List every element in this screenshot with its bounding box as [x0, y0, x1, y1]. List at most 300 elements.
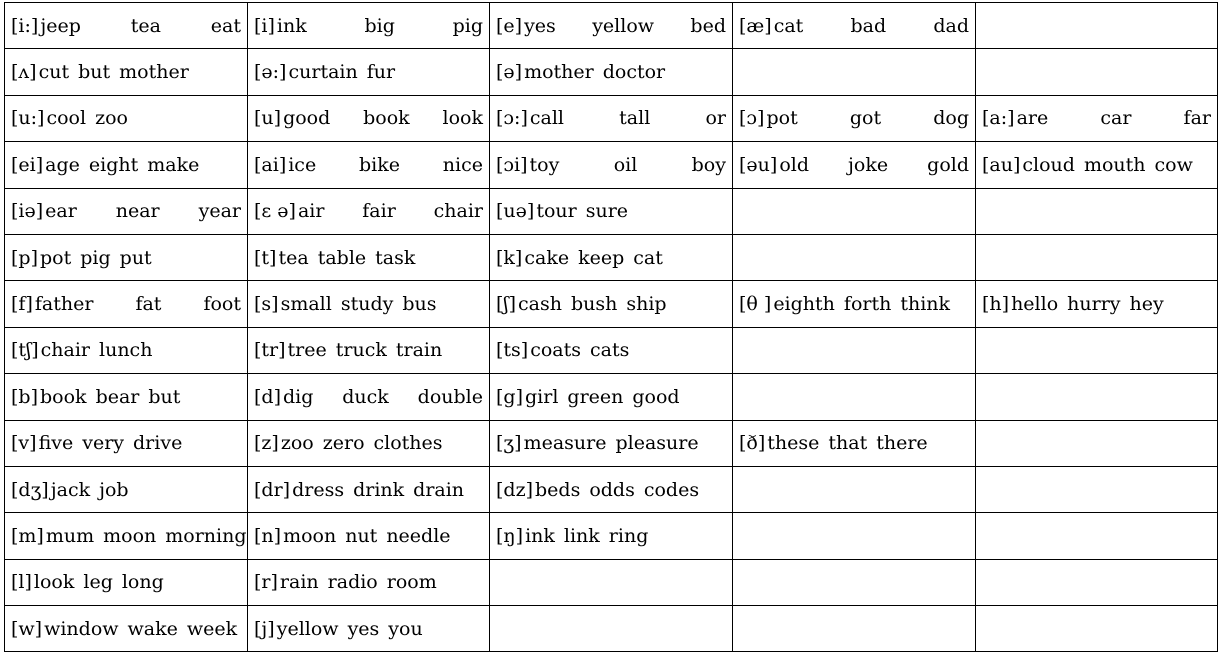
phoneme-entry: [11, 479, 241, 501]
example-words: [39, 61, 241, 83]
phoneme-cell: [5, 188, 248, 234]
example-word: old: [779, 153, 809, 176]
example-word: ship: [626, 293, 667, 316]
example-word: book: [363, 107, 410, 130]
example-word: coats: [530, 339, 582, 362]
example-words: [536, 200, 726, 222]
example-word: moon: [103, 524, 157, 547]
phoneme-cell: [490, 188, 733, 234]
table-row: [5, 3, 1218, 49]
example-word: chair: [40, 339, 90, 362]
phoneme-cell: [490, 95, 733, 141]
phoneme-symbol: [ð]: [739, 432, 766, 455]
phoneme-symbol: [əu]: [739, 153, 778, 176]
phoneme-symbol: [ai]: [254, 153, 287, 176]
example-words: [524, 247, 726, 269]
example-word: pig: [452, 14, 483, 37]
phoneme-entry: [982, 293, 1211, 315]
phoneme-entry: [739, 107, 969, 129]
phoneme-symbol: [u]: [254, 107, 282, 130]
example-word: needle: [386, 524, 451, 547]
example-word: measure: [523, 432, 607, 455]
phoneme-cell: [5, 234, 248, 280]
phoneme-symbol: [e]: [496, 14, 523, 37]
example-word: there: [876, 432, 928, 455]
example-words: [40, 15, 241, 37]
example-words: [524, 15, 726, 37]
example-word: cool: [46, 107, 87, 130]
example-words: [767, 432, 969, 454]
phoneme-symbol: [ɛ ə]: [254, 200, 296, 223]
phoneme-cell: [490, 3, 733, 49]
phoneme-entry: [11, 524, 247, 547]
example-word: book: [40, 385, 87, 408]
phoneme-symbol: [uə]: [496, 200, 535, 223]
phoneme-symbol: [dz]: [496, 478, 533, 501]
phoneme-symbol: [dʒ]: [11, 478, 49, 501]
example-word: think: [900, 293, 951, 316]
example-word: tour: [536, 200, 577, 223]
example-word: father: [34, 293, 94, 316]
phoneme-entry: [982, 107, 1211, 129]
phoneme-entry: [11, 618, 241, 640]
phoneme-cell: [5, 374, 248, 420]
example-word: dig: [283, 385, 314, 408]
example-word: eighth: [773, 293, 835, 316]
phoneme-entry: [739, 154, 969, 176]
empty-cell: [976, 420, 1218, 466]
example-word: week: [186, 617, 238, 640]
example-word: odds: [589, 478, 635, 501]
phoneme-cell: [490, 49, 733, 95]
example-words: [288, 154, 483, 176]
phoneme-entry: [254, 571, 483, 593]
example-word: bus: [402, 293, 437, 316]
example-word: ink: [276, 14, 307, 37]
example-word: dog: [933, 107, 969, 130]
phoneme-symbol: [tʃ]: [11, 339, 39, 362]
example-word: bear: [95, 385, 140, 408]
phoneme-entry: [11, 293, 241, 315]
phoneme-entry: [254, 432, 483, 454]
example-word: truck: [335, 339, 387, 362]
phoneme-cell: [248, 420, 490, 466]
example-words: [1022, 154, 1211, 176]
example-word: far: [1183, 107, 1211, 130]
phoneme-cell: [733, 281, 976, 327]
phoneme-cell: [248, 188, 490, 234]
example-words: [283, 386, 483, 408]
example-words: [35, 293, 241, 315]
empty-cell: [733, 559, 976, 605]
phoneme-cell: [490, 513, 733, 559]
phoneme-symbol: [u:]: [11, 107, 45, 130]
example-word: cash: [517, 293, 562, 316]
phoneme-cell: [248, 466, 490, 512]
phoneme-entry: [496, 247, 726, 269]
phoneme-entry: [739, 432, 969, 454]
example-word: good: [632, 385, 680, 408]
phoneme-symbol: [æ]: [739, 14, 772, 37]
example-word: bed: [690, 14, 726, 37]
example-words: [766, 107, 969, 129]
phoneme-symbol: [f]: [11, 293, 33, 316]
phoneme-entry: [11, 571, 241, 593]
example-word: cake: [524, 246, 570, 269]
phoneme-cell: [248, 95, 490, 141]
example-word: train: [395, 339, 443, 362]
example-word: forth: [843, 293, 892, 316]
example-word: bike: [359, 153, 400, 176]
phoneme-cell: [248, 513, 490, 559]
phoneme-symbol: [ts]: [496, 339, 529, 362]
phoneme-cell: [248, 327, 490, 373]
example-word: chair: [433, 200, 483, 223]
phoneme-entry: [11, 432, 241, 454]
phoneme-entry: [254, 618, 483, 640]
example-word: dad: [933, 14, 969, 37]
phoneme-entry: [11, 154, 241, 176]
phoneme-symbol: [m]: [11, 524, 44, 547]
phoneme-symbol: [t]: [254, 246, 277, 269]
example-word: bad: [850, 14, 887, 37]
empty-cell: [733, 374, 976, 420]
example-words: [39, 432, 241, 454]
example-words: [281, 293, 483, 315]
table-row: [5, 281, 1218, 327]
example-words: [283, 525, 483, 547]
example-words: [277, 618, 483, 640]
example-word: bush: [570, 293, 618, 316]
example-word: put: [119, 246, 152, 269]
phoneme-symbol: [s]: [254, 293, 279, 316]
phoneme-cell: [5, 281, 248, 327]
example-word: pleasure: [615, 432, 699, 455]
example-word: big: [364, 14, 395, 37]
empty-cell: [976, 3, 1218, 49]
phoneme-cell: [490, 281, 733, 327]
phoneme-cell: [5, 559, 248, 605]
example-word: lunch: [99, 339, 153, 362]
example-word: duck: [342, 385, 389, 408]
example-word: jack: [50, 478, 91, 501]
phoneme-symbol: [d]: [254, 385, 281, 408]
phoneme-symbol: [ʃ]: [496, 293, 516, 316]
example-words: [44, 618, 246, 640]
phoneme-cell: [976, 95, 1218, 141]
example-word: beds: [535, 478, 581, 501]
phoneme-symbol: [i:]: [11, 14, 39, 37]
empty-cell: [976, 606, 1218, 652]
example-word: call: [529, 107, 564, 130]
empty-cell: [490, 559, 733, 605]
example-word: task: [375, 246, 416, 269]
phoneme-cell: [490, 327, 733, 373]
example-words: [525, 525, 726, 547]
phoneme-entry: [496, 525, 726, 547]
phoneme-symbol: [k]: [496, 246, 523, 269]
example-word: zoo: [280, 432, 314, 455]
example-word: nut: [345, 524, 378, 547]
phoneme-symbol: [z]: [254, 432, 279, 455]
example-word: are: [1016, 107, 1049, 130]
empty-cell: [976, 234, 1218, 280]
example-word: near: [115, 200, 160, 223]
example-word: make: [147, 153, 200, 176]
example-word: look: [442, 107, 483, 130]
example-word: hurry: [1067, 293, 1121, 316]
phoneme-entry: [254, 154, 483, 176]
example-word: fur: [366, 61, 396, 84]
phoneme-symbol: [ŋ]: [496, 524, 524, 547]
example-word: eight: [88, 153, 139, 176]
phoneme-cell: [5, 49, 248, 95]
table-row: [5, 606, 1218, 652]
table-row: [5, 466, 1218, 512]
example-word: ice: [288, 153, 317, 176]
example-word: long: [121, 571, 164, 594]
table-row: [5, 188, 1218, 234]
example-word: car: [1100, 107, 1132, 130]
example-word: joke: [848, 153, 889, 176]
example-word: age: [45, 153, 80, 176]
phoneme-entry: [11, 15, 241, 37]
empty-cell: [976, 466, 1218, 512]
phoneme-entry: [496, 432, 726, 454]
phoneme-entry: [254, 386, 483, 408]
example-words: [46, 525, 248, 547]
example-words: [779, 154, 969, 176]
phoneme-symbol: [a:]: [982, 107, 1015, 130]
example-word: pot: [766, 107, 798, 130]
example-word: boy: [691, 153, 726, 176]
phoneme-entry: [496, 200, 726, 222]
example-words: [280, 571, 483, 593]
phoneme-symbol: [ʒ]: [496, 432, 522, 455]
example-word: but: [78, 61, 111, 84]
phoneme-cell: [733, 95, 976, 141]
example-words: [45, 154, 241, 176]
table-row: [5, 327, 1218, 373]
example-words: [292, 479, 483, 501]
example-word: mother: [524, 61, 594, 84]
phoneme-cell: [733, 142, 976, 188]
phoneme-cell: [5, 606, 248, 652]
phoneme-cell: [976, 281, 1218, 327]
example-word: pot: [40, 246, 72, 269]
phoneme-entry: [739, 293, 969, 315]
phoneme-symbol: [tr]: [254, 339, 286, 362]
example-words: [530, 339, 726, 361]
phoneme-cell: [5, 95, 248, 141]
example-word: rain: [279, 571, 319, 594]
phoneme-cell: [248, 281, 490, 327]
example-word: hello: [1011, 293, 1059, 316]
example-word: tea: [130, 14, 161, 37]
example-words: [1011, 293, 1211, 315]
empty-cell: [733, 188, 976, 234]
example-word: dress: [292, 478, 345, 501]
empty-cell: [733, 49, 976, 95]
example-word: cat: [773, 14, 804, 37]
phoneme-cell: [248, 142, 490, 188]
example-word: gold: [927, 153, 969, 176]
example-word: cow: [1154, 153, 1193, 176]
phoneme-symbol: [n]: [254, 524, 282, 547]
phoneme-symbol: [w]: [11, 617, 43, 640]
phoneme-cell: [976, 142, 1218, 188]
example-word: but: [148, 385, 181, 408]
phoneme-cell: [248, 374, 490, 420]
phoneme-entry: [739, 15, 969, 37]
example-word: zoo: [95, 107, 128, 130]
phoneme-symbol: [ʌ]: [11, 61, 37, 84]
example-word: wake: [127, 617, 178, 640]
phoneme-symbol: [v]: [11, 432, 37, 455]
empty-cell: [490, 606, 733, 652]
phoneme-cell: [5, 327, 248, 373]
example-word: window: [44, 617, 119, 640]
example-word: mum: [45, 524, 95, 547]
example-words: [773, 293, 969, 315]
phoneme-symbol: [r]: [254, 571, 278, 594]
example-word: you: [388, 617, 423, 640]
example-word: look: [33, 571, 75, 594]
phoneme-cell: [248, 606, 490, 652]
phoneme-entry: [496, 61, 726, 83]
phoneme-entry: [254, 525, 483, 547]
phoneme-entry: [11, 386, 241, 408]
example-words: [46, 107, 241, 129]
example-word: yes: [347, 617, 380, 640]
example-word: tree: [287, 339, 327, 362]
phoneme-cell: [490, 234, 733, 280]
phoneme-entry: [982, 154, 1211, 176]
phonics-table-body: [5, 3, 1218, 652]
phoneme-entry: [496, 15, 726, 37]
example-word: ear: [45, 200, 77, 223]
example-words: [524, 61, 726, 83]
example-words: [288, 61, 483, 83]
phoneme-cell: [5, 3, 248, 49]
example-word: yes: [524, 14, 556, 37]
phoneme-entry: [11, 61, 241, 83]
example-words: [283, 107, 483, 129]
example-word: year: [198, 200, 241, 223]
phoneme-entry: [254, 107, 483, 129]
example-word: codes: [643, 478, 700, 501]
phoneme-symbol: [ei]: [11, 153, 44, 176]
example-word: nice: [442, 153, 483, 176]
example-words: [40, 247, 241, 269]
phoneme-entry: [496, 479, 726, 501]
phoneme-symbol: [l]: [11, 571, 32, 594]
example-word: job: [99, 478, 129, 501]
example-word: foot: [203, 293, 241, 316]
example-word: or: [705, 107, 726, 130]
example-words: [277, 15, 483, 37]
example-word: jeep: [40, 14, 81, 37]
example-word: pig: [80, 246, 111, 269]
example-words: [34, 571, 241, 593]
phoneme-entry: [254, 293, 483, 315]
empty-cell: [733, 513, 976, 559]
phoneme-symbol: [i]: [254, 14, 275, 37]
example-word: leg: [83, 571, 113, 594]
example-word: air: [297, 200, 325, 223]
example-word: that: [828, 432, 868, 455]
phoneme-cell: [248, 3, 490, 49]
example-word: room: [386, 571, 437, 594]
example-word: yellow: [592, 14, 655, 37]
example-word: toy: [529, 153, 560, 176]
phoneme-symbol: [ə]: [496, 61, 523, 84]
example-word: table: [317, 246, 367, 269]
example-word: clothes: [373, 432, 443, 455]
table-row: [5, 420, 1218, 466]
example-word: fat: [135, 293, 162, 316]
example-word: eat: [210, 14, 241, 37]
example-word: mother: [119, 61, 189, 84]
phoneme-cell: [248, 234, 490, 280]
phoneme-symbol: [θ ]: [739, 293, 772, 316]
phoneme-entry: [254, 61, 483, 83]
example-word: cut: [38, 61, 70, 84]
phoneme-entry: [11, 339, 241, 361]
phonics-table: [4, 2, 1218, 652]
example-word: ink: [525, 524, 555, 547]
table-row: [5, 559, 1218, 605]
example-word: study: [340, 293, 394, 316]
table-row: [5, 374, 1218, 420]
example-word: very: [82, 432, 125, 455]
empty-cell: [976, 374, 1218, 420]
example-word: tall: [619, 107, 651, 130]
example-word: got: [849, 107, 882, 130]
empty-cell: [733, 327, 976, 373]
example-words: [298, 200, 483, 222]
example-word: mouth: [1083, 153, 1146, 176]
table-row: [5, 513, 1218, 559]
example-word: moon: [283, 524, 337, 547]
example-words: [530, 154, 726, 176]
phoneme-symbol: [ə:]: [254, 61, 287, 84]
table-row: [5, 234, 1218, 280]
phoneme-symbol: [au]: [982, 153, 1021, 176]
example-word: yellow: [276, 617, 339, 640]
empty-cell: [733, 234, 976, 280]
example-word: small: [280, 293, 332, 316]
phoneme-entry: [11, 107, 241, 129]
example-words: [774, 15, 969, 37]
example-words: [524, 432, 726, 454]
example-word: radio: [327, 571, 378, 594]
empty-cell: [976, 49, 1218, 95]
phoneme-cell: [490, 374, 733, 420]
phoneme-cell: [248, 49, 490, 95]
example-word: sure: [585, 200, 629, 223]
phoneme-entry: [496, 107, 726, 129]
example-word: hey: [1129, 293, 1164, 316]
example-word: good: [283, 107, 331, 130]
phoneme-entry: [496, 386, 726, 408]
example-word: tea: [278, 246, 309, 269]
phoneme-entry: [496, 154, 726, 176]
example-word: link: [563, 524, 600, 547]
phoneme-entry: [496, 339, 726, 361]
example-word: doctor: [602, 61, 666, 84]
example-words: [40, 386, 241, 408]
